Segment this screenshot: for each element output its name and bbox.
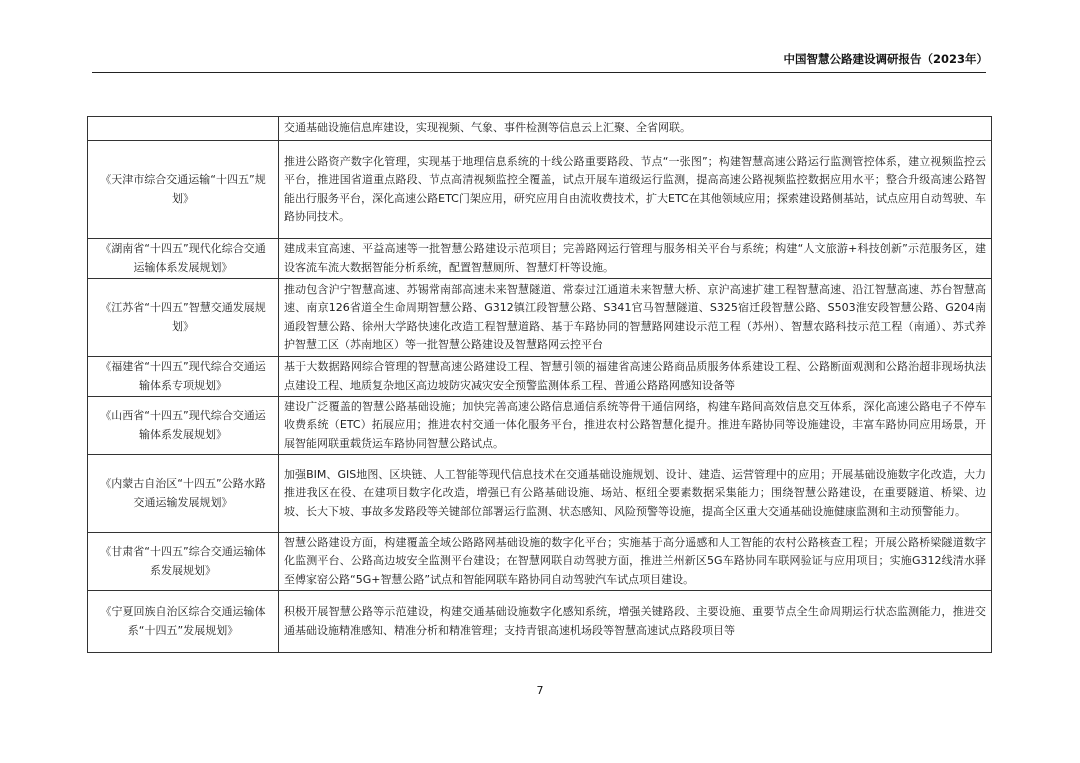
plan-content-cell: 基于大数据路网综合管理的智慧高速公路建设工程、智慧引领的福建省高速公路商品质服务体系建设工程、公路断面观测和公路治超非现场执法点建设工程、地质复杂地区高边坡防灾减灾安全预警监测体系工程、普通公路路网感知设备等 (279, 357, 992, 397)
plans-table (87, 116, 992, 653)
plan-content-cell: 智慧公路建设方面，构建覆盖全域公路路网基础设施的数字化平台；实施基于高分遥感和人工智能的农村公路核查工程；开展公路桥梁隧道数字化监测平台、公路高边坡安全监测平台建设；在智慧网联自动驾驶方面，推进兰州新区5G车路协同车联网验证与应用项目；实施G312线清水驿至傅家窑公路“5G+智慧公路”试点和智能网联车路协同自动驾驶汽车试点项目建设。 (279, 533, 992, 591)
table-row (88, 397, 992, 455)
plan-content-cell: 建设广泛覆盖的智慧公路基础设施；加快完善高速公路信息通信系统等骨干通信网络，构建车路间高效信息交互体系，深化高速公路电子不停车收费系统（ETC）拓展应用；推进农村交通一体化服务平台，推进农村公路智慧化提升。推进车路协同等设施建设，丰富车路协同应用场景，开展智能网联重载货运车路协同智慧公路试点。 (279, 397, 992, 455)
plan-content-cell: 建成耒宜高速、平益高速等一批智慧公路建设示范项目；完善路网运行管理与服务相关平台与系统；构建“人文旅游+科技创新”示范服务区，建设客流车流大数据智能分析系统，配置智慧厕所、智慧灯杆等设施。 (279, 239, 992, 279)
plan-name-cell (88, 117, 279, 141)
plan-content-cell: 推动包含沪宁智慧高速、苏锡常南部高速未来智慧隧道、常泰过江通道未来智慧大桥、京沪高速扩建工程智慧高速、沿江智慧高速、苏台智慧高速、南京126省道全生命周期智慧公路、G312镇江段智慧公路、S341官马智慧隧道、S325宿迁段智慧公路、S503淮安段智慧公路、G204南通段智慧公路、徐州大学路快速化改造工程智慧道路、基于车路协同的智慧路网建设示范工程（苏州）、智慧农路科技示范工程（南通）、苏式养护智慧工区（苏南地区）等一批智慧公路建设及智慧路网云控平台 (279, 279, 992, 357)
plan-name-cell: 《内蒙古自治区“十四五”公路水路交通运输发展规划》 (88, 455, 279, 533)
header-divider (92, 72, 986, 73)
plan-name-cell: 《山西省“十四五”现代综合交通运输体系发展规划》 (88, 397, 279, 455)
table-row (88, 279, 992, 357)
table-row (88, 357, 992, 397)
report-header-title: 中国智慧公路建设调研报告（2023年） (783, 52, 988, 66)
plan-name-cell: 《江苏省“十四五”智慧交通发展规划》 (88, 279, 279, 357)
plan-content-cell: 交通基础设施信息库建设，实现视频、气象、事件检测等信息云上汇聚、全省网联。 (279, 117, 992, 141)
table-row (88, 533, 992, 591)
table-row (88, 239, 992, 279)
table-row (88, 455, 992, 533)
table-row (88, 117, 992, 141)
plan-name-cell: 《甘肃省“十四五”综合交通运输体系发展规划》 (88, 533, 279, 591)
plan-content-cell: 加强BIM、GIS地图、区块链、人工智能等现代信息技术在交通基础设施规划、设计、建造、运营管理中的应用；开展基础设施数字化改造，大力推进我区在役、在建项目数字化改造，增强已有公路基础设施、场站、枢纽全要素数据采集能力；围绕智慧公路建设，在重要隧道、桥梁、边坡、长大下坡、事故多发路段等关键部位部署运行监测、状态感知、风险预警等设施，提高全区重大交通基础设施健康监测和主动预警能力。 (279, 455, 992, 533)
table-row (88, 591, 992, 653)
plan-name-cell: 《福建省“十四五”现代综合交通运输体系专项规划》 (88, 357, 279, 397)
plan-content-cell: 推进公路资产数字化管理，实现基于地理信息系统的十线公路重要路段、节点“一张图”；构建智慧高速公路运行监测管控体系，建立视频监控云平台，推进国省道重点路段、节点高清视频监控全覆盖，试点开展车道级运行监测，提高高速公路视频监控数据应用水平；整合升级高速公路智能出行服务平台，深化高速公路ETC门架应用，研究应用自由流收费技术，扩大ETC在其他领域应用；探索建设路侧基站，试点应用自动驾驶、车路协同技术。 (279, 141, 992, 239)
plan-name-cell: 《湖南省“十四五”现代化综合交通运输体系发展规划》 (88, 239, 279, 279)
plan-name-cell: 《天津市综合交通运输“十四五”规划》 (88, 141, 279, 239)
page-number: 7 (536, 684, 544, 697)
table-row (88, 141, 992, 239)
plan-name-cell: 《宁夏回族自治区综合交通运输体系“十四五”发展规划》 (88, 591, 279, 653)
plan-content-cell: 积极开展智慧公路等示范建设，构建交通基础设施数字化感知系统，增强关键路段、主要设施、重要节点全生命周期运行状态监测能力，推进交通基础设施精准感知、精准分析和精准管理；支持青银高速机场段等智慧高速试点路段项目等 (279, 591, 992, 653)
